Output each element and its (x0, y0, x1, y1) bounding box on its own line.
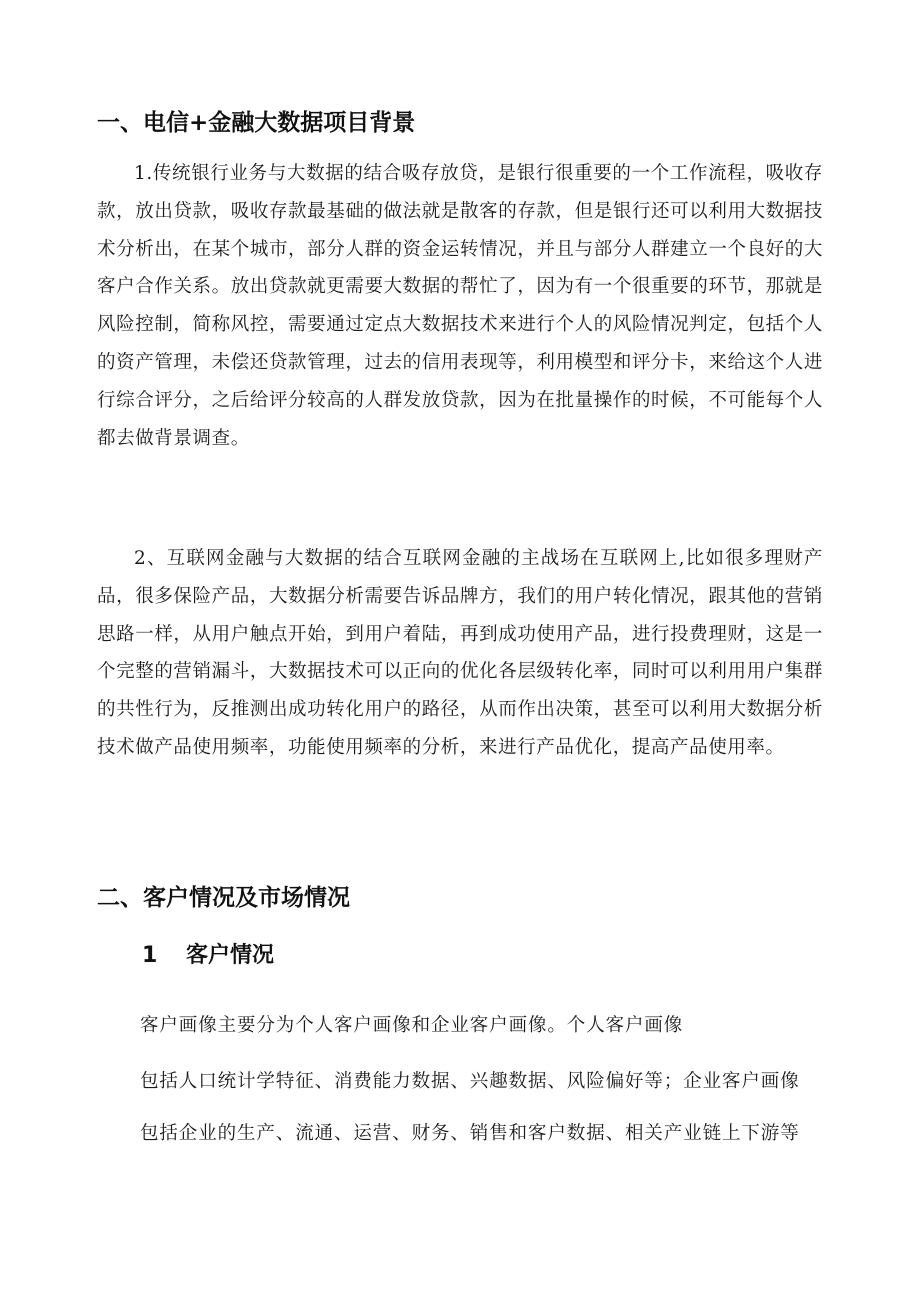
paragraph-bank-big-data: 1.传统银行业务与大数据的结合吸存放贷，是银行很重要的一个工作流程，吸收存款，放出贷款，吸收存款最基础的做法就是散客的存款，但是银行还可以利用大数据技术分析出，在某个城市，部分人群的资金运转情况，并且与部分人群建立一个良好的大客户合作关系。放出贷款就更需要大数据的帮忙了，因为有一个很重要的环节，那就是风险控制，简称风控，需要通过定点大数据技术来进行个人的风险情况判定，包括个人的资产管理，未偿还贷款管理，过去的信用表现等，利用模型和评分卡，来给这个人进行综合评分，之后给评分较高的人群发放贷款，因为在批量操作的时候，不可能每个人都去做背景调查。 (97, 163, 823, 449)
text-line: 包括企业的生产、流通、运营、财务、销售和客户数据、相关产业链上下游等 (140, 1123, 800, 1144)
text-line: 客户画像主要分为个人客户画像和企业客户画像。个人客户画像 (140, 1015, 684, 1036)
section-heading-customers-market: 二、客户情况及市场情况 (97, 885, 350, 911)
paragraph-internet-finance: 2、互联网金融与大数据的结合互联网金融的主战场在互联网上,比如很多理财产品，很多保险产品，大数据分析需要告诉品牌方，我们的用户转化情况，跟其他的营销思路一样，从用户触点开始，到用户着陆，再到成功使用产品，进行投费理财，这是一个完整的营销漏斗，大数据技术可以正向的优化各层级转化率，同时可以利用用户集群的共性行为，反推测出成功转化用户的路径，从而作出决策，甚至可以利用大数据分析技术做产品使用频率，功能使用频率的分析，来进行产品优化，提高产品使用率。 (97, 548, 823, 758)
subheading-title: 客户情况 (186, 943, 275, 968)
text-line: 包括人口统计学特征、消费能力数据、兴趣数据、风险偏好等；企业客户画像 (140, 1071, 800, 1092)
subheading-number: 1 (142, 943, 158, 968)
section-heading-background: 一、电信+金融大数据项目背景 (97, 110, 416, 136)
subheading-customer-situation (142, 941, 274, 971)
